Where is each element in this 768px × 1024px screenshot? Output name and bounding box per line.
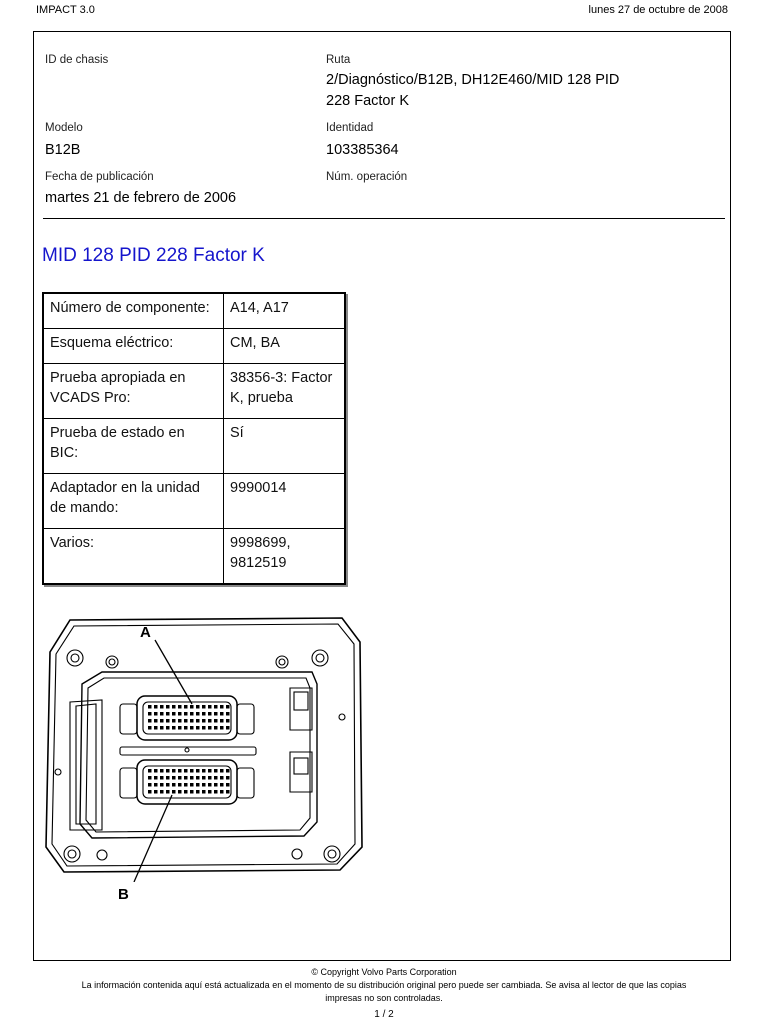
ecu-diagram (42, 592, 372, 903)
spec-text: K, prueba (230, 390, 293, 406)
app-name: IMPACT 3.0 (36, 4, 95, 16)
spec-text: Prueba apropiada en (50, 370, 186, 386)
model-label: Modelo (45, 122, 83, 134)
spec-key (43, 293, 224, 329)
ecu-drawing (42, 592, 372, 882)
spec-key (43, 364, 224, 419)
spec-text: 9812519 (230, 555, 287, 571)
identity-label: Identidad (326, 122, 374, 134)
disclaimer-line2: impresas no son controladas. (325, 993, 443, 1003)
spec-text: CM, BA (230, 335, 280, 351)
print-date: lunes 27 de octubre de 2008 (588, 4, 728, 16)
identity-value: 103385364 (326, 142, 399, 158)
spec-key (43, 329, 224, 364)
spec-row (43, 293, 345, 329)
spec-row (43, 329, 345, 364)
spec-row (43, 364, 345, 419)
route-value-line2: 228 Factor K (326, 93, 410, 109)
spec-text: A14, A17 (230, 300, 289, 316)
spec-text: de mando: (50, 500, 119, 516)
spec-text: Varios: (50, 535, 95, 551)
spec-key (43, 419, 224, 474)
spec-text: 38356-3: Factor (230, 370, 333, 386)
spec-text: BIC: (50, 445, 79, 461)
route-value-line1: 2/Diagnóstico/B12B, DH12E460/MID 128 PID (326, 72, 620, 88)
spec-value (224, 364, 346, 419)
connector-a-label: A (140, 624, 151, 641)
spec-text: Sí (230, 425, 244, 441)
spec-value (224, 293, 346, 329)
publication-date-value: martes 21 de febrero de 2006 (45, 190, 237, 206)
spec-text: Prueba de estado en (50, 425, 185, 441)
spec-key (43, 529, 224, 585)
connector-b-label: B (118, 886, 129, 903)
spec-value (224, 474, 346, 529)
spec-value (224, 419, 346, 474)
model-value: B12B (45, 142, 81, 158)
spec-text: 9990014 (230, 480, 287, 496)
spec-value (224, 329, 346, 364)
chassis-label: ID de chasis (45, 54, 109, 66)
spec-row (43, 529, 345, 585)
route-label: Ruta (326, 54, 351, 66)
spec-text: Esquema eléctrico: (50, 335, 174, 351)
spec-text: VCADS Pro: (50, 390, 131, 406)
spec-row (43, 474, 345, 529)
copyright: © Copyright Volvo Parts Corporation (311, 967, 457, 977)
header-divider (43, 218, 725, 219)
page-number: 1 / 2 (374, 1009, 394, 1020)
spec-text: 9998699, (230, 535, 291, 551)
disclaimer-line1: La información contenida aquí está actualizada en el momento de su distribución original pero puede ser cambiada. Se avisa al lector de que las copias (81, 980, 687, 990)
document-frame (33, 31, 731, 961)
spec-text: Número de componente: (50, 300, 210, 316)
publication-date-label: Fecha de publicación (45, 171, 154, 183)
spec-table (42, 292, 346, 585)
page-title: MID 128 PID 228 Factor K (42, 245, 265, 266)
operation-number-label: Núm. operación (326, 171, 408, 183)
spec-row (43, 419, 345, 474)
spec-text: Adaptador en la unidad (50, 480, 200, 496)
spec-key (43, 474, 224, 529)
spec-value (224, 529, 346, 585)
